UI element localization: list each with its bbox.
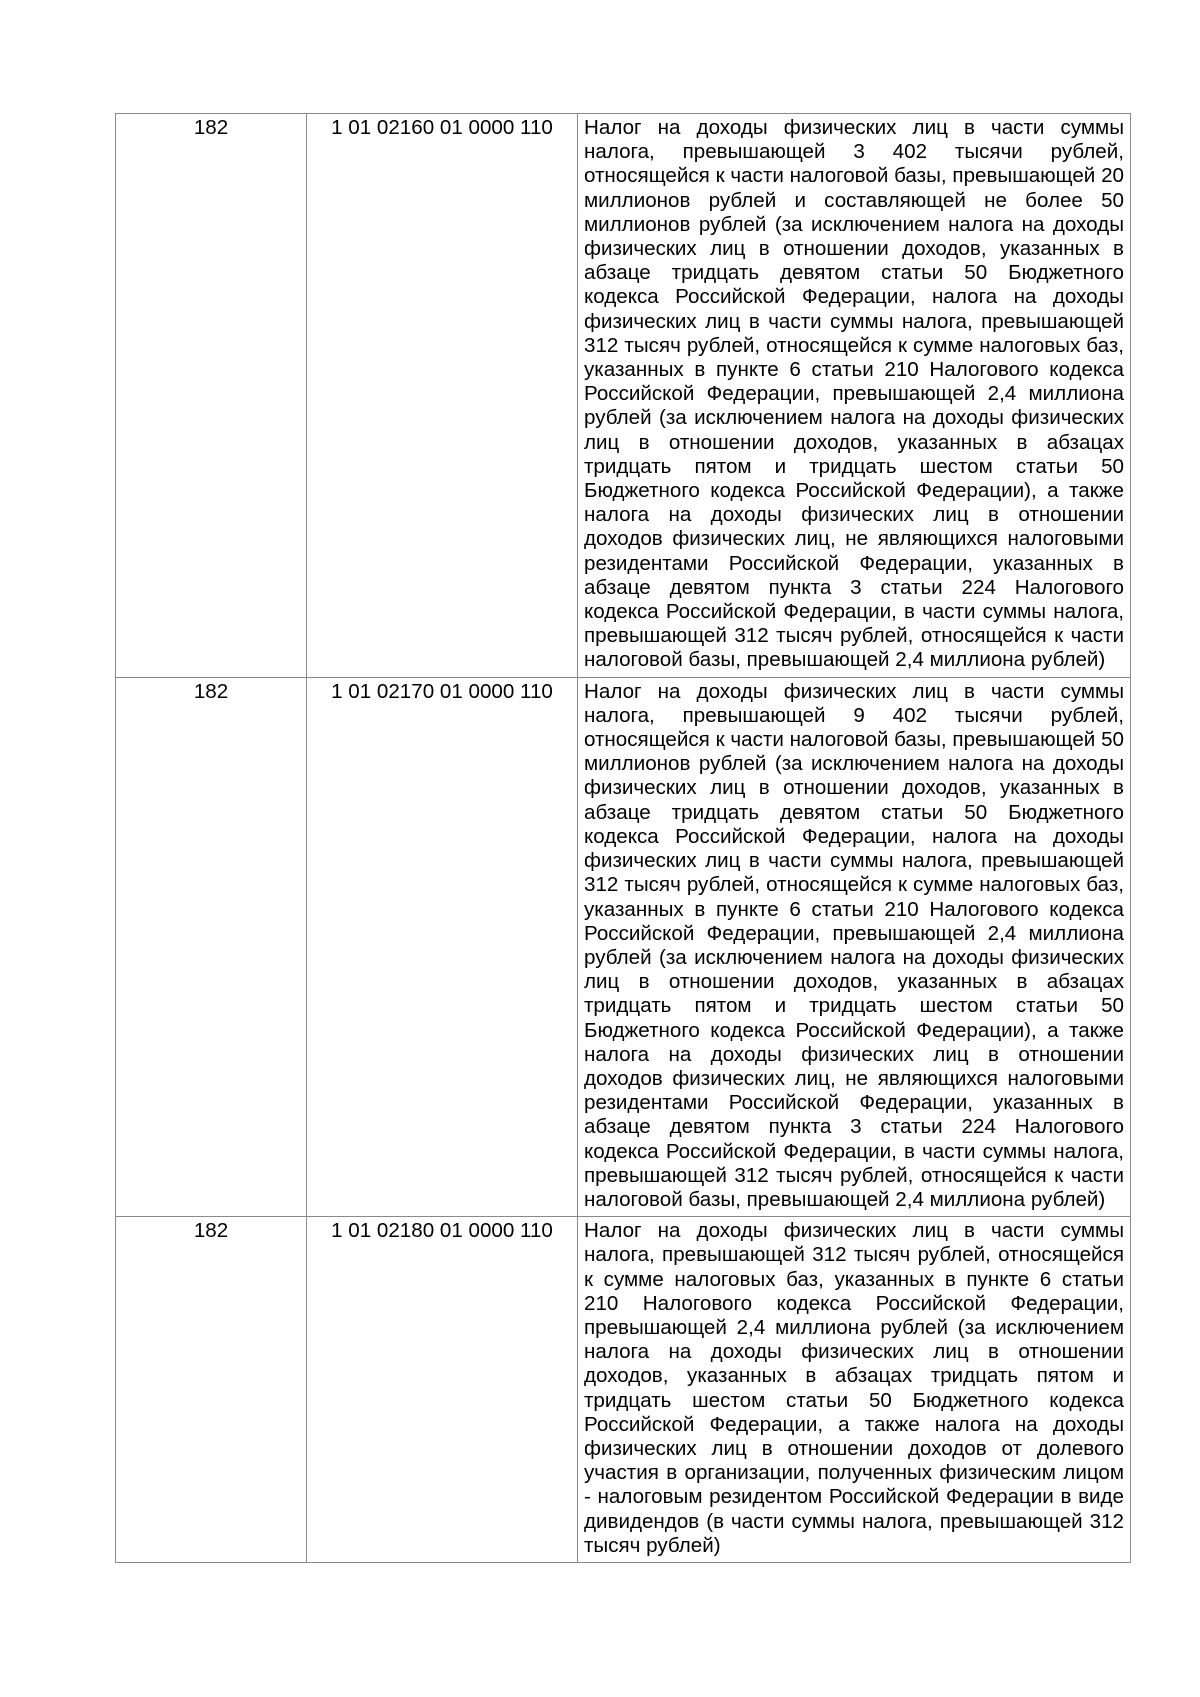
- admin-code-cell: 182: [116, 114, 307, 678]
- admin-code-cell: 182: [116, 1217, 307, 1563]
- table-row: [116, 114, 1131, 678]
- budget-codes-table: [115, 113, 1131, 1563]
- income-name-cell: Налог на доходы физических лиц в части суммы налога, превышающей 3 402 тысячи рублей, относящейся к части налоговой базы, превышающей 20 миллионов рублей и составляющей не более 50 миллионов рублей (за исключением налога на доходы физических лиц в отношении доходов, указанных в абзаце тридцать девятом статьи 50 Бюджетного кодекса Российской Федерации, налога на доходы физических лиц в части суммы налога, превышающей 312 тысяч рублей, относящейся к сумме налоговых баз, указанных в пункте 6 статьи 210 Налогового кодекса Российской Федерации, превышающей 2,4 миллиона рублей (за исключением налога на доходы физических лиц в отношении доходов, указанных в абзацах тридцать пятом и тридцать шестом статьи 50 Бюджетного кодекса Российской Федерации), а также налога на доходы физических лиц в отношении доходов физических лиц, не являющихся налоговыми резидентами Российской Федерации, указанных в абзаце девятом пункта 3 статьи 224 Налогового кодекса Российской Федерации, в части суммы налога, превышающей 312 тысяч рублей, относящейся к части налоговой базы, превышающей 2,4 миллиона рублей): [578, 114, 1131, 678]
- kbk-code-cell: 1 01 02170 01 0000 110: [307, 677, 578, 1216]
- kbk-code-cell: 1 01 02160 01 0000 110: [307, 114, 578, 678]
- income-name-cell: Налог на доходы физических лиц в части суммы налога, превышающей 312 тысяч рублей, относящейся к сумме налоговых баз, указанных в пункте 6 статьи 210 Налогового кодекса Российской Федерации, превышающей 2,4 миллиона рублей (за исключением налога на доходы физических лиц в отношении доходов, указанных в абзацах тридцать пятом и тридцать шестом статьи 50 Бюджетного кодекса Российской Федерации, а также налога на доходы физических лиц в отношении доходов от долевого участия в организации, полученных физическим лицом - налоговым резидентом Российской Федерации в виде дивидендов (в части суммы налога, превышающей 312 тысяч рублей): [578, 1217, 1131, 1563]
- table-row: [116, 677, 1131, 1216]
- admin-code-cell: 182: [116, 677, 307, 1216]
- kbk-code-cell: 1 01 02180 01 0000 110: [307, 1217, 578, 1563]
- table-row: [116, 1217, 1131, 1563]
- income-name-cell: Налог на доходы физических лиц в части суммы налога, превышающей 9 402 тысячи рублей, относящейся к части налоговой базы, превышающей 50 миллионов рублей (за исключением налога на доходы физических лиц в отношении доходов, указанных в абзаце тридцать девятом статьи 50 Бюджетного кодекса Российской Федерации, налога на доходы физических лиц в части суммы налога, превышающей 312 тысяч рублей, относящейся к сумме налоговых баз, указанных в пункте 6 статьи 210 Налогового кодекса Российской Федерации, превышающей 2,4 миллиона рублей (за исключением налога на доходы физических лиц в отношении доходов, указанных в абзацах тридцать пятом и тридцать шестом статьи 50 Бюджетного кодекса Российской Федерации), а также налога на доходы физических лиц в отношении доходов физических лиц, не являющихся налоговыми резидентами Российской Федерации, указанных в абзаце девятом пункта 3 статьи 224 Налогового кодекса Российской Федерации, в части суммы налога, превышающей 312 тысяч рублей, относящейся к части налоговой базы, превышающей 2,4 миллиона рублей): [578, 677, 1131, 1216]
